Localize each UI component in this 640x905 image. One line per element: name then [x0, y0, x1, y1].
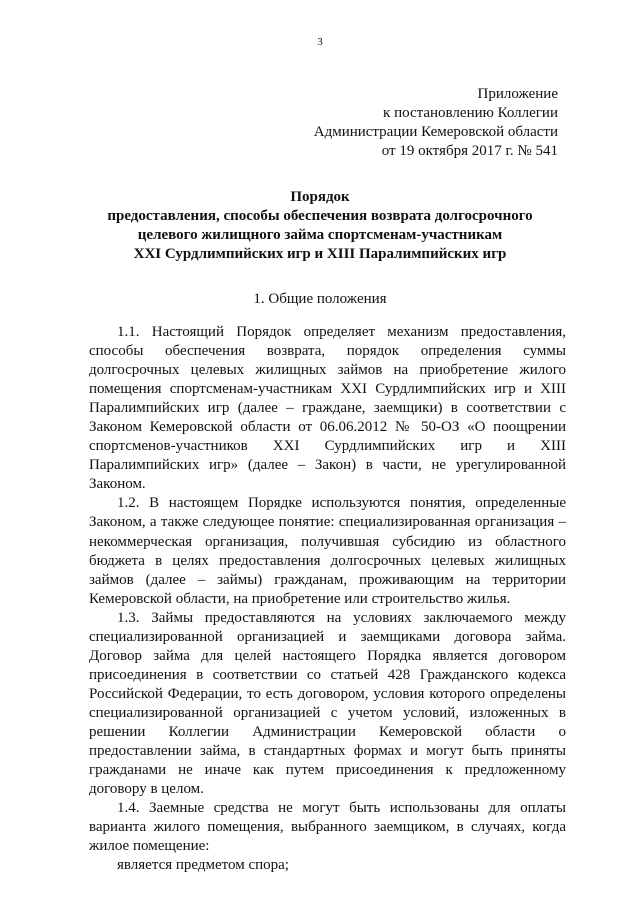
section-heading: 1. Общие положения: [253, 291, 387, 307]
appendix-line: к постановлению Коллегии: [383, 105, 558, 121]
appendix-line: от 19 октября 2017 г. № 541: [381, 143, 558, 159]
appendix-block: [314, 85, 558, 161]
paragraph-list-item: является предметом спора;: [117, 857, 289, 874]
paragraph-1-4: 1.4. Заемные средства не могут быть использованы для оплаты варианта жилого помещения, выбранного заемщиком, в случаях, когда жилое помещение:: [89, 800, 566, 855]
appendix-line: Администрации Кемеровской области: [313, 124, 558, 140]
paragraph-1-1: 1.1. Настоящий Порядок определяет механизм предоставления, способы обеспечения возврата, порядок определения суммы долгосрочных целевых жилищных займов на приобретение жилого помещения спортсменам-участникам XXI Сурдлимпийских игр и XIII Паралимпийских игр (далее – граждане, заемщики) в соответствии с Законом Кемеровской области от 06.06.2012 № 50-ОЗ «О поощрении спортсменов-участников XXI Сурдлимпийских игр и XIII Паралимпийских игр» (далее – Закон) в части, не урегулированной Законом.: [89, 324, 566, 493]
appendix-line: Приложение: [477, 86, 558, 102]
title-line: целевого жилищного займа спортсменам-участникам: [137, 227, 503, 243]
title-line: XXI Сурдлимпийских игр и XIII Паралимпийских игр: [133, 246, 507, 262]
paragraph-1-2: 1.2. В настоящем Порядке используются понятия, определенные Законом, а также следующее понятие: специализированная организация – некоммерческая организация, получившая субсидию из областного бюджета в целях предоставления долгосрочных целевых жилищных займов (далее – займы) гражданам, проживающим на территории Кемеровской области, на приобретение или строительство жилья.: [89, 495, 566, 607]
page-number: 3: [317, 36, 323, 48]
title-line: Порядок: [290, 189, 350, 205]
body-text: [89, 323, 566, 875]
paragraph-1-3: 1.3. Займы предоставляются на условиях заключаемого между специализированной организацией и заемщиками договора займа. Договор займа для целей настоящего Порядка является договором присоединения в соответствии со статьей 428 Гражданского кодекса Российской Федерации, то есть договором, условия которого определены специализированной организацией с учетом условий, изложенных в решении Коллегии Администрации Кемеровской области о предоставлении займа, в стандартных формах и могут быть приняты гражданами не иначе как путем присоединения к предложенному договору в целом.: [89, 609, 566, 798]
title-line: предоставления, способы обеспечения возврата долгосрочного: [107, 208, 533, 224]
document-title: [0, 188, 640, 264]
